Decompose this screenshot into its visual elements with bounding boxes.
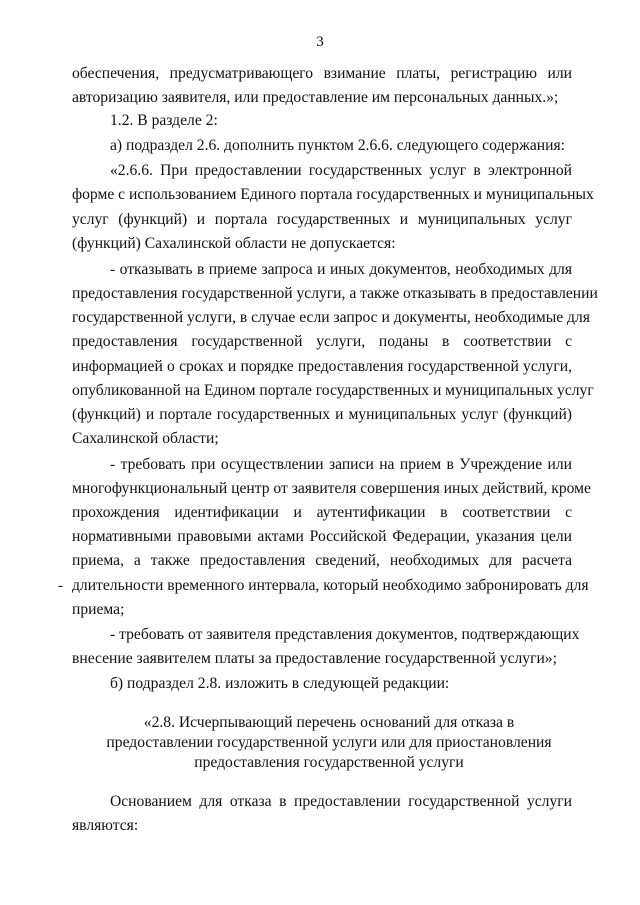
text-line: (функций) Сахалинской области не допускается: <box>72 235 396 252</box>
section-heading-line: предоставления государственной услуги <box>194 754 464 771</box>
text-line: предоставления государственной услуги, а также отказывать в предоставлении <box>72 285 598 302</box>
text-line: нормативными правовыми актами Российской Федерации, указания цели <box>72 528 572 545</box>
text-line: авторизацию заявителя, или предоставление им персональных данных.»; <box>72 89 559 106</box>
section-heading-line: предоставлении государственной услуги или для приостановления <box>106 734 552 751</box>
text-line: а) подраздел 2.6. дополнить пунктом 2.6.6. следующего содержания: <box>110 137 565 154</box>
text-line: - требовать от заявителя представления документов, подтверждающих <box>110 626 580 643</box>
text-line: длительности временного интервала, который необходимо забронировать для <box>72 577 589 594</box>
text-line: Основанием для отказа в предоставлении государственной услуги <box>110 793 572 810</box>
text-line: б) подраздел 2.8. изложить в следующей редакции: <box>110 675 450 692</box>
text-line: услуг (функций) и портала государственных и муниципальных услуг <box>72 211 572 228</box>
text-line: приема, а также предоставления сведений, необходимых для расчета <box>72 552 572 569</box>
text-line: опубликованной на Едином портале государственных и муниципальных услуг <box>72 382 594 399</box>
text-line: информацией о сроках и порядке предоставления государственной услуги, <box>72 358 572 375</box>
text-line: обеспечения, предусматривающего взимание платы, регистрацию или <box>72 65 572 82</box>
text-line: - требовать при осуществлении записи на прием в Учреждение или <box>110 456 572 473</box>
section-heading-line: «2.8. Исчерпывающий перечень оснований для отказа в <box>143 714 515 731</box>
text-line: «2.6.6. При предоставлении государственных услуг в электронной <box>110 162 572 179</box>
text-line: государственной услуги, в случае если запрос и документы, необходимые для <box>72 309 590 326</box>
margin-mark: - <box>58 578 63 594</box>
text-line: Сахалинской области; <box>72 430 219 447</box>
text-line: форме с использованием Единого портала государственных и муниципальных <box>72 186 594 203</box>
text-line: внесение заявителем платы за предоставление государственной услуги»; <box>72 650 557 667</box>
text-line: 1.2. В разделе 2: <box>110 112 218 129</box>
text-line: приема; <box>72 601 125 618</box>
text-line: многофункциональный центр от заявителя совершения иных действий, кроме <box>72 480 591 497</box>
page-number: 3 <box>316 34 324 50</box>
text-line: прохождения идентификации и аутентификации в соответствии с <box>72 504 572 521</box>
text-line: предоставления государственной услуги, поданы в соответствии с <box>72 333 572 350</box>
text-line: - отказывать в приеме запроса и иных документов, необходимых для <box>110 261 572 278</box>
text-line: являются: <box>72 817 139 834</box>
text-line: (функций) и портале государственных и муниципальных услуг (функций) <box>72 406 572 423</box>
